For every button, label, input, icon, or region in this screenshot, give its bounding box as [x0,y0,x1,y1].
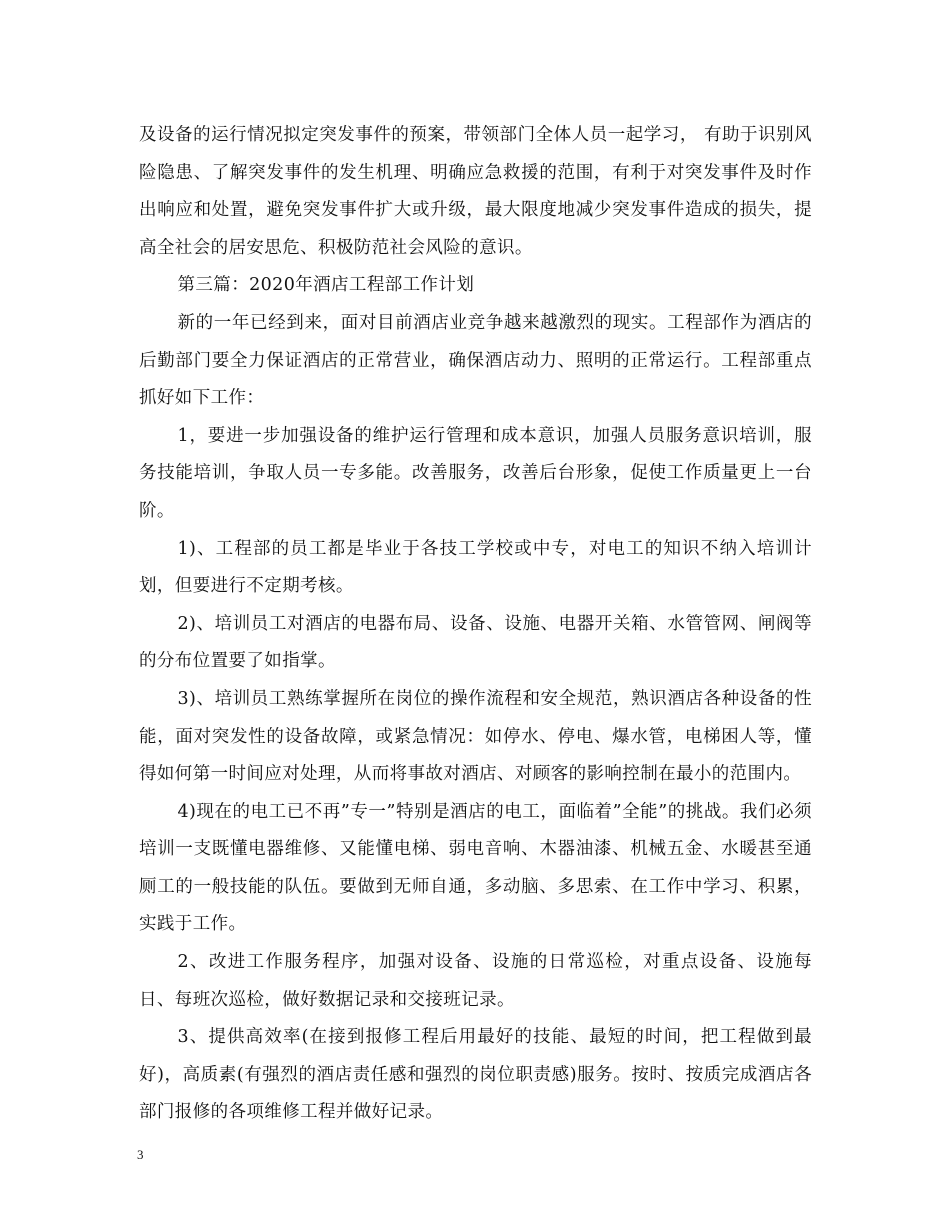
paragraph-subitem-4: 4)现在的电工已不再”专一”特别是酒店的电工，面临着”全能”的挑战。我们必须培训一支既懂电器维修、又能懂电梯、弱电音响、木器油漆、机械五金、水暖甚至通厕工的一般技能的队伍。要做到无师自通，多动脑、多思索、在工作中学习、积累，实践于工作。 [139,801,812,935]
page-number: 3 [137,1147,144,1162]
paragraph-subitem-1: 1)、工程部的员工都是毕业于各技工学校或中专，对电工的知识不纳入培训计划，但要进行不定期考核。 [139,538,812,597]
paragraph-intro: 新的一年已经到来，面对目前酒店业竞争越来越激烈的现实。工程部作为酒店的后勤部门要全力保证酒店的正常营业，确保酒店动力、照明的正常运行。工程部重点抓好如下工作： [139,312,812,409]
paragraph-item-2: 2、改进工作服务程序，加强对设备、设施的日常巡检，对重点设备、设施每日、每班次巡检，做好数据记录和交接班记录。 [139,952,812,1010]
paragraph-item-3: 3、提供高效率(在接到报修工程后用最好的技能、最短的时间，把工程做到最好)，高质素(有强烈的酒店责任感和强烈的岗位职责感)服务。按时、按质完成酒店各部门报修的各项维修工程并做好记录。 [139,1027,812,1123]
paragraph-subitem-2: 2)、培训员工对酒店的电器布局、设备、设施、电器开关箱、水管管网、闸阀等的分布位置要了如指掌。 [139,613,812,672]
paragraph-continuation: 及设备的运行情况拟定突发事件的预案，带领部门全体人员一起学习， 有助于识别风险隐患、了解突发事件的发生机理、明确应急救援的范围，有利于对突发事件及时作出响应和处置，避免突发事件扩大或升级，最大限度地减少突发事件造成的损失，提高全社会的居安思危、积极防范社会风险的意识。 [139,125,812,258]
document-body [139,117,812,1132]
section-heading: 第三篇：2020年酒店工程部工作计划 [177,275,475,296]
paragraph-subitem-3: 3)、培训员工熟练掌握所在岗位的操作流程和安全规范，熟识酒店各种设备的性能，面对突发性的设备故障，或紧急情况：如停水、停电、爆水管，电梯困人等，懂得如何第一时间应对处理，从而将事故对酒店、对顾客的影响控制在最小的范围内。 [139,688,812,785]
paragraph-item-1: 1，要进一步加强设备的维护运行管理和成本意识，加强人员服务意识培训，服务技能培训，争取人员一专多能。改善服务，改善后台形象，促使工作质量更上一台阶。 [139,425,812,521]
